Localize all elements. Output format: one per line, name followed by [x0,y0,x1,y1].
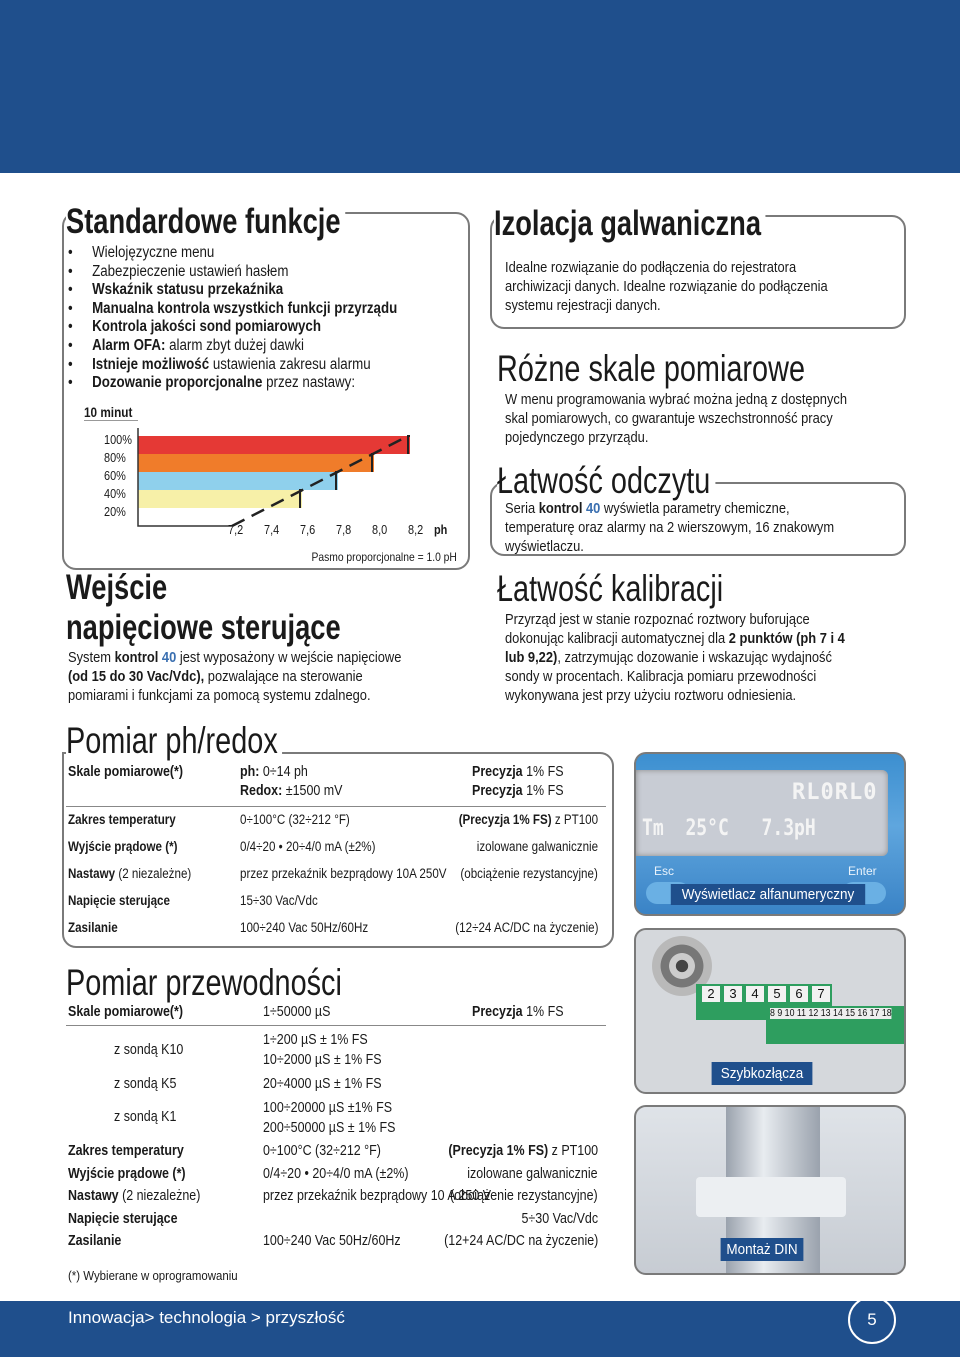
spec-value: przez przekaźnik bezprądowy 10 A 250 V [263,1188,492,1204]
spec-value: 0/4÷20 • 20÷4/0 mA (±2%) [240,839,376,854]
probe-k1-range-1: 100÷20000 µS ±1% FS [263,1100,393,1116]
spec-label: Wyjście prądowe (*) [68,1165,186,1182]
spec-label: Napięcie sterujące [68,893,170,908]
percent-tick-label: 80% [104,450,126,465]
percent-tick-label: 20% [104,504,126,519]
probe-k5-range: 20÷4000 µS ± 1% FS [263,1076,382,1092]
feature-item: • Zabezpieczenie ustawień hasłem [68,263,397,282]
spec-label: Napięcie sterujące [68,1210,178,1227]
probe-k1-label: z sondą K1 [114,1109,177,1125]
ph-tick-label: 7,4 [264,522,280,537]
cond-scale-label: Skale pomiarowe(*) [68,1004,184,1020]
readability-title: Łatwość odczytu [497,460,715,502]
ph-tick-label: 7,2 [228,522,244,537]
scales-text: W menu programowania wybrać można jedną z dostępnych skal pomiarowych, co gwarantuje wszechstronność pracy pojedynczego przyrządu. [505,391,848,446]
percent-tick-label: 60% [104,468,126,483]
band-note: Pasmo proporcjonalne = 1.0 pH [308,550,460,564]
terminal-numbers-2: 8 9 10 11 12 13 14 15 16 17 18 [770,1008,892,1019]
spec-value: 100÷240 Vac 50Hz/60Hz [263,1233,401,1249]
spec-note: (obciążenie rezystancyjne) [450,1188,598,1204]
spec-note: izolowane galwanicznie [467,1165,598,1182]
ph-redox-title: Pomiar ph/redox [66,720,282,762]
voltage-input-title-2: napięciowe sterujące [66,608,341,647]
cond-divider [66,1025,606,1026]
probe-k10-label: z sondą K10 [114,1042,184,1058]
footer-slogan: Innowacja> technologia > przyszłość [68,1308,345,1327]
ph-scale-value: ph: 0÷14 ph [240,764,308,780]
ph-unit-label: ph [434,522,448,537]
spec-note: (obciążenie rezystancyjne) [460,866,598,881]
terminal-number: 7 [812,986,830,1002]
percent-tick-label: 100% [104,432,132,447]
enter-label: Enter [848,864,877,878]
connectors-caption: Szybkozłącza [712,1062,813,1085]
dosing-chart [0,420,460,560]
dose-band [138,472,338,490]
spec-note: (12+24 AC/DC na życzenie) [443,1233,598,1249]
galvanic-isolation-title: Izolacja galwaniczna [494,204,766,244]
din-tab [696,1177,846,1217]
spec-note: (Precyzja 1% FS) z PT100 [458,812,598,827]
terminal-number: 2 [702,986,720,1002]
probe-k10-range-2: 10÷2000 µS ± 1% FS [263,1052,382,1068]
spec-label: Wyjście prądowe (*) [68,839,178,854]
dose-band [138,436,410,454]
spec-note: (12÷24 AC/DC na życzenie) [454,920,598,935]
feature-item: • Manualna kontrola wszystkich funkcji przyrządu [68,300,397,319]
feature-item: • Wielojęzyczne menu [68,244,397,263]
percent-tick-label: 40% [104,486,126,501]
voltage-input-title-1: Wejście [66,568,168,607]
feature-item: • Alarm OFA: alarm zbyt dużej dawki [68,337,397,356]
spec-label: Zasilanie [68,920,118,935]
spec-value: 0÷100°C (32÷212 °F) [263,1143,381,1159]
ph-scale-label: Skale pomiarowe(*) [68,764,184,780]
spec-note: izolowane galwanicznie [476,839,598,854]
galvanic-isolation-text: Idealne rozwiązanie do podłączenia do rejestratora archiwizacji danych. Idealne rozwiązanie do podłączenia systemu rejestracji danych. [505,259,828,314]
dose-band [138,490,302,508]
feature-item: • Istnieje możliwość ustawienia zakresu alarmu [68,356,397,375]
spec-label: Nastawy (2 niezależne) [68,1188,201,1204]
terminal-number: 3 [724,986,742,1002]
spec-note: 5÷30 Vac/Vdc [521,1210,598,1227]
spec-value: przez przekaźnik bezprądowy 10A 250V [240,866,447,881]
spec-value: 15÷30 Vac/Vdc [240,893,318,908]
ph-tick-label: 7,6 [300,522,316,537]
probe-k5-label: z sondą K5 [114,1076,177,1092]
standard-functions-title: Standardowe funkcje [66,202,345,242]
calibration-title: Łatwość kalibracji [497,568,728,610]
dose-band [138,454,374,472]
spec-label: Zakres temperatury [68,1143,184,1159]
spec-label: Zakres temperatury [68,812,176,827]
spec-label: Zasilanie [68,1233,122,1249]
ph-tick-label: 8,2 [408,522,424,537]
terminal-number: 4 [746,986,764,1002]
probe-k1-range-2: 200÷50000 µS ± 1% FS [263,1120,396,1136]
terminal-number: 5 [768,986,786,1002]
cond-scale-value: 1÷50000 µS [263,1004,331,1020]
feature-item: • Wskaźnik statusu przekaźnika [68,281,397,300]
lcd-screen [636,770,888,856]
esc-label: Esc [654,864,675,878]
readability-text: Seria kontrol 40 wyświetla parametry chemiczne, temperaturę oraz alarmy na 2 wierszowym, 16 znakowym wyświetlaczu. [505,500,835,555]
standard-functions-list [68,244,451,393]
spec-label: Nastawy (2 niezależne) [68,866,192,881]
lcd-line-1: RL0RL0 [792,780,878,805]
lcd-caption: Wyświetlacz alfanumeryczny [671,884,865,905]
spec-value: 0÷100°C (32÷212 °F) [240,812,350,827]
cond-precision: Precyzja 1% FS [472,1004,564,1020]
footnote: (*) Wybierane w oprogramowaniu [68,1268,238,1283]
ph-divider [66,806,606,807]
ph-precision: Precyzja 1% FS [472,764,564,780]
feature-item: • Kontrola jakości sond pomiarowych [68,318,397,337]
spec-value: 0/4÷20 • 20÷4/0 mA (±2%) [263,1165,409,1182]
lcd-line-2: Tm 25°C 7.3pH [642,816,816,841]
voltage-input-text: System kontrol 40 jest wyposażony w wejście napięciowe (od 15 do 30 Vac/Vdc), pozwalające na sterowanie pomiarami i funkcjami za pomocą systemu zdalnego. [68,649,402,704]
spec-note: (Precyzja 1% FS) z PT100 [448,1143,598,1159]
page-number: 5 [848,1296,896,1344]
spec-value: 100÷240 Vac 50Hz/60Hz [240,920,369,935]
conductivity-title: Pomiar przewodności [66,962,347,1004]
probe-k10-range-1: 1÷200 µS ± 1% FS [263,1032,368,1048]
redox-precision: Precyzja 1% FS [472,783,564,799]
ph-tick-label: 7,8 [336,522,352,537]
top-banner [0,0,960,173]
scales-title: Różne skale pomiarowe [497,348,810,390]
ph-tick-label: 8,0 [372,522,388,537]
minutes-label: 10 minut [84,404,133,420]
calibration-text: Przyrząd jest w stanie rozpoznać roztwory buforujące dokonując kalibracji automatycznej dla 2 punktów (ph 7 i 4 lub 9,22), zatrzymując dozowanie i wskazując wydajność sondy w procentach. Kalibracja pomiaru przewodności wykonywana jest przy użyciu roztworu odniesienia. [505,611,845,704]
redox-scale-value: Redox: ±1500 mV [240,783,343,799]
feature-item: • Dozowanie proporcjonalne przez nastawy: [68,374,397,393]
terminal-number: 6 [790,986,808,1002]
din-caption: Montaż DIN [721,1238,804,1261]
